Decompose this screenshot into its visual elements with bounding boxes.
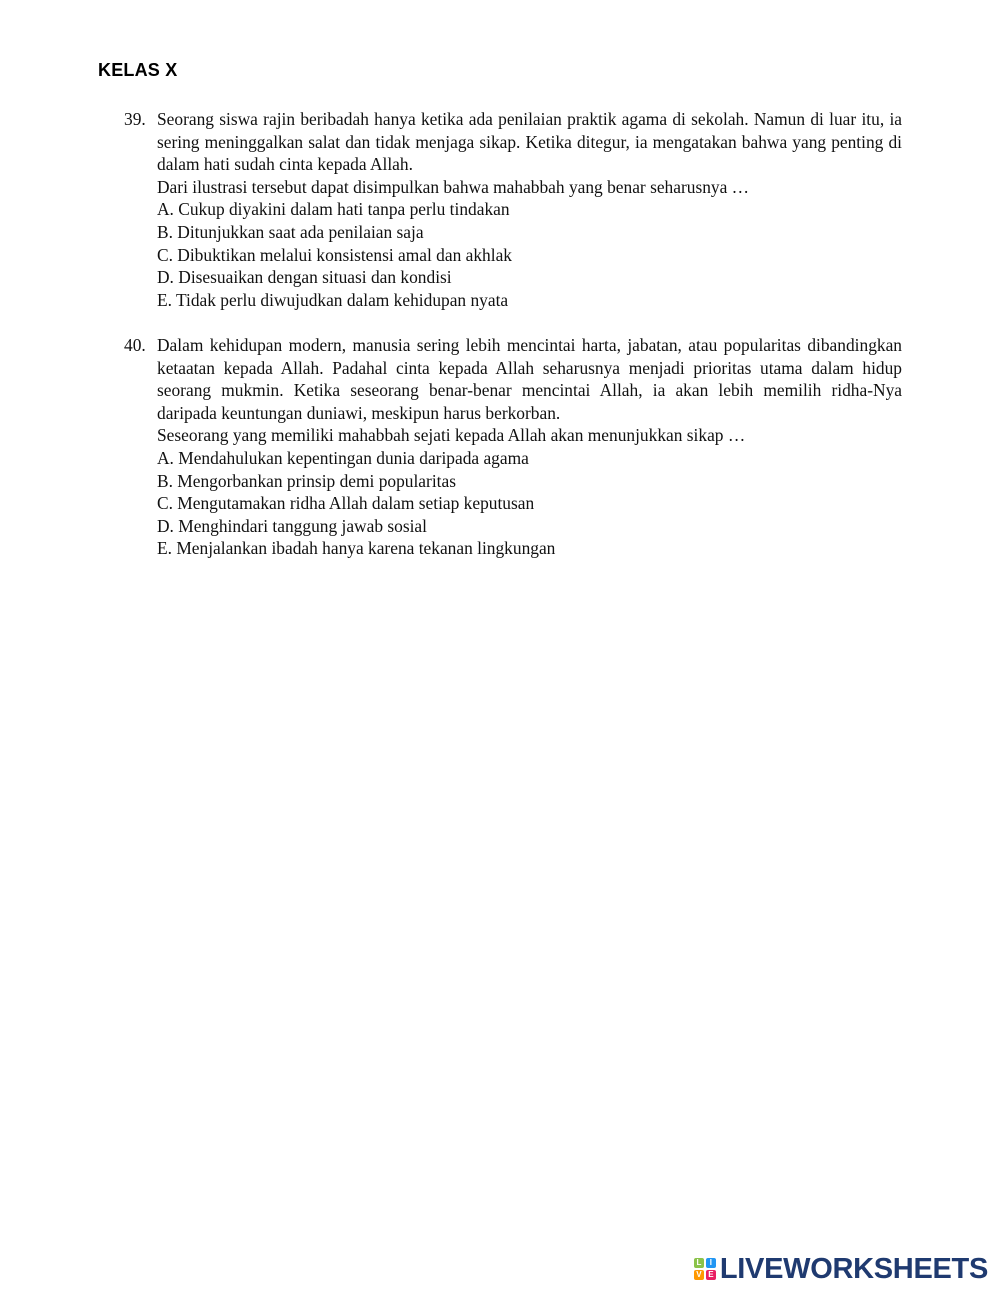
question-row bbox=[124, 108, 902, 311]
question-body bbox=[157, 334, 902, 560]
option-c[interactable]: C. Mengutamakan ridha Allah dalam setiap keputusan bbox=[157, 493, 535, 514]
question-row bbox=[124, 334, 902, 560]
answer-options bbox=[157, 447, 902, 560]
question-39 bbox=[124, 108, 902, 311]
liveworksheets-logo-icon bbox=[694, 1258, 716, 1280]
question-number: 39. bbox=[124, 109, 146, 129]
question-prompt: Dari ilustrasi tersebut dapat disimpulkan bahwa mahabbah yang benar seharusnya … bbox=[157, 176, 750, 197]
logo-square-e: E bbox=[706, 1270, 716, 1280]
option-b[interactable]: B. Ditunjukkan saat ada penilaian saja bbox=[157, 221, 424, 242]
option-e[interactable]: E. Tidak perlu diwujudkan dalam kehidupan nyata bbox=[157, 289, 509, 310]
option-e[interactable]: E. Menjalankan ibadah hanya karena tekanan lingkungan bbox=[157, 538, 556, 559]
question-40 bbox=[124, 334, 902, 560]
liveworksheets-watermark bbox=[694, 1254, 988, 1284]
option-b[interactable]: B. Mengorbankan prinsip demi popularitas bbox=[157, 470, 456, 491]
logo-square-i: I bbox=[706, 1258, 716, 1268]
option-a[interactable]: A. Cukup diyakini dalam hati tanpa perlu tindakan bbox=[157, 199, 510, 220]
liveworksheets-wordmark: LIVEWORKSHEETS bbox=[719, 1253, 988, 1285]
question-prompt: Seseorang yang memiliki mahabbah sejati kepada Allah akan menunjukkan sikap … bbox=[157, 425, 746, 446]
question-stem: Seorang siswa rajin beribadah hanya ketika ada penilaian praktik agama di sekolah. Namun di luar itu, ia sering meninggalkan salat dan tidak menjaga sikap. Ketika ditegur, ia mengatakan bahwa yang penting di dalam hati sudah cinta kepada Allah. bbox=[157, 109, 902, 175]
logo-square-v: V bbox=[694, 1270, 704, 1280]
option-d[interactable]: D. Menghindari tanggung jawab sosial bbox=[157, 515, 427, 536]
question-body bbox=[157, 108, 902, 311]
answer-options bbox=[157, 198, 902, 311]
question-stem: Dalam kehidupan modern, manusia sering lebih mencintai harta, jabatan, atau popularitas dibandingkan ketaatan kepada Allah. Padahal cinta kepada Allah seharusnya menjadi prioritas utama dalam hidup seorang mukmin. Ketika seseorang benar-benar mencintai Allah, ia akan lebih memilih ridha-Nya daripada keuntungan duniawi, meskipun harus berkorban. bbox=[157, 335, 902, 423]
question-number: 40. bbox=[124, 335, 146, 355]
option-a[interactable]: A. Mendahulukan kepentingan dunia daripada agama bbox=[157, 447, 529, 468]
option-d[interactable]: D. Disesuaikan dengan situasi dan kondisi bbox=[157, 267, 452, 288]
option-c[interactable]: C. Dibuktikan melalui konsistensi amal dan akhlak bbox=[157, 244, 512, 265]
page-header-title: KELAS X bbox=[98, 60, 178, 80]
logo-square-l: L bbox=[694, 1258, 704, 1268]
